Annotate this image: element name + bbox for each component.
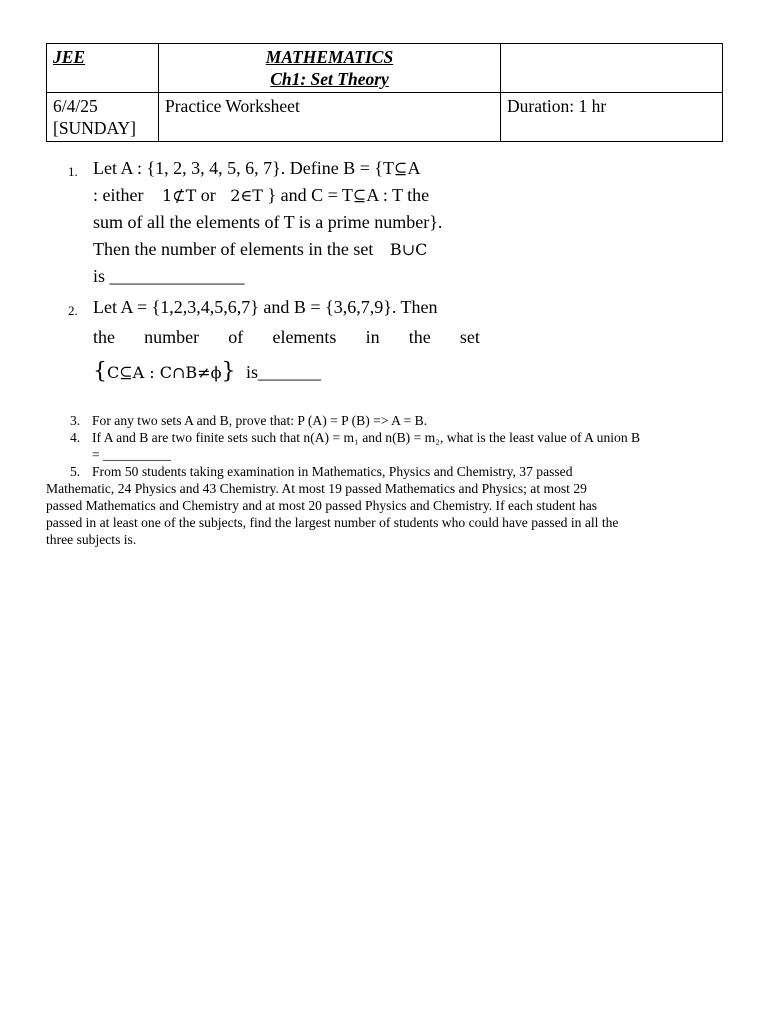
q2-word: set [459, 327, 480, 347]
chapter-title: Ch1: Set Theory [270, 69, 389, 89]
q5-line-4: passed in at least one of the subjects, find the largest number of students who could have passed in all the [46, 515, 619, 530]
q5-line-2: Mathematic, 24 Physics and 43 Chemistry. At most 19 passed Mathematics and Physics; at most 29 [46, 481, 587, 496]
q5-line-3: passed Mathematics and Chemistry and at most 20 passed Physics and Chemistry. If each student has [46, 498, 598, 513]
question-5 [46, 463, 726, 548]
q1-text-1a: Let A : {1, 2, 3, 4, 5, 6, 7}. Define B = {T [93, 158, 395, 178]
page-title: MATHEMATICS [265, 47, 394, 67]
q1-and-c: } and C = T [267, 185, 353, 205]
q1-text-1b: A [407, 158, 421, 178]
q2-set-b: B [185, 363, 198, 382]
q4-number: 4. [70, 430, 81, 445]
q2-line-3 [93, 359, 480, 384]
intersection-symbol: ∩ [172, 363, 186, 382]
q1-line-3: sum of all the elements of T is a prime number}. [93, 212, 443, 232]
q3-text: For any two sets A and B, prove that: P (A) = P (B) => A = B. [92, 413, 428, 428]
day: [SUNDAY] [53, 118, 136, 138]
q2-word: the [408, 327, 431, 347]
subject-cell [47, 44, 159, 93]
right-brace: } [221, 359, 236, 384]
q4-blank: = __________ [92, 447, 172, 462]
q1-number: 1. [68, 164, 78, 179]
subseteq-symbol-3: ⊆ [119, 363, 133, 382]
not-equal-symbol: ≠ [197, 363, 211, 382]
q2-line-2 [93, 327, 480, 348]
question-4 [46, 429, 726, 463]
date-cell [47, 93, 159, 142]
q1-set-b: B [389, 240, 402, 259]
q5-text-1: From 50 students taking examination in Mathematics, Physics and Chemistry, 37 passed [92, 464, 573, 479]
q2-word: the [93, 327, 115, 347]
subseteq-symbol-2: ⊆ [352, 186, 367, 205]
q1-line-4 [93, 239, 480, 260]
q2-word: of [228, 327, 244, 347]
q2-word: in [365, 327, 380, 347]
q1-line-2 [93, 185, 480, 206]
question-3 [46, 412, 726, 429]
q1-then: Then the number of elements in the set [93, 239, 374, 259]
not-subseteq-symbol: ⊄ [172, 186, 186, 205]
duration-cell [501, 93, 723, 142]
q1-either: : either [93, 185, 144, 205]
date: 6/4/25 [53, 96, 98, 116]
q1-two: 2 [230, 186, 241, 205]
question-list [46, 412, 726, 548]
q1-t2: T [252, 186, 263, 205]
q1-a-t-the: A : T the [366, 185, 430, 205]
header-table [46, 43, 723, 142]
q1-line-1 [93, 158, 480, 179]
q1-set-c: C [415, 240, 428, 259]
union-symbol: ∪ [401, 240, 416, 259]
title-cell [159, 44, 501, 93]
q2-phi: ϕ [210, 363, 222, 382]
q3-number: 3. [70, 413, 81, 428]
q2-is-blank: is_______ [246, 362, 322, 382]
duration: Duration: 1 hr [507, 96, 607, 116]
q2-word: number [144, 327, 200, 347]
subject-short: JEE [53, 47, 86, 67]
question-2 [68, 297, 480, 389]
q5-line-1 [46, 463, 726, 480]
q2-a-c: A : C [132, 363, 173, 382]
q1-or: or [200, 185, 216, 205]
q2-word: elements [272, 327, 337, 347]
subseteq-symbol: ⊆ [394, 159, 408, 178]
q2-line-1: Let A = {1,2,3,4,5,6,7} and B = {3,6,7,9}. Then [93, 297, 438, 317]
worksheet-type: Practice Worksheet [165, 96, 300, 116]
type-cell [159, 93, 501, 142]
q1-line-5: is _______________ [93, 266, 245, 286]
left-brace: { [93, 359, 107, 384]
q1-t1: T [185, 186, 197, 205]
q2-set-c: C [107, 363, 120, 382]
question-1 [68, 158, 480, 288]
q5-line-5: three subjects is. [46, 532, 137, 547]
q2-number: 2. [68, 303, 78, 318]
q5-number: 5. [70, 464, 81, 479]
element-of-symbol: ∈ [240, 186, 253, 205]
q1-one: 1 [161, 186, 173, 205]
q4-text: If A and B are two finite sets such that n(A) = m₁ and n(B) = m₂, what is the least value of A union B [92, 430, 641, 445]
empty-cell [501, 44, 723, 93]
